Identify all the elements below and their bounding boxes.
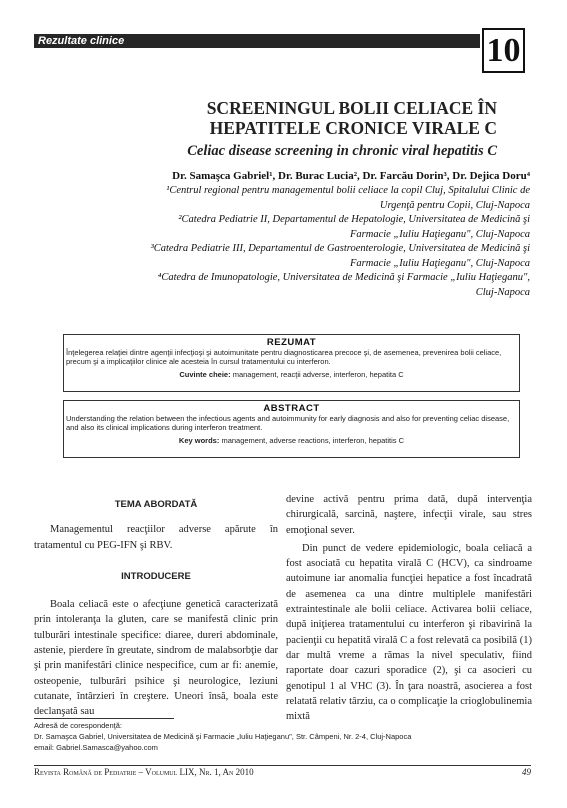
rezumat-keywords-label: Cuvinte cheie: [179, 370, 231, 380]
rezumat-keywords: management, reacţii adverse, interferon, hepatita C [232, 370, 404, 380]
left-column [34, 497, 278, 720]
correspondence-address: Dr. Samaşca Gabriel, Universitatea de Medicină şi Farmacie „Iuliu Haţieganu", Str. Câmpeni, Nr. 2-4, Cluj-Napoca [34, 732, 412, 741]
section-heading-introducere: INTRODUCERE [121, 570, 191, 582]
journal-citation: Revista Română de Pediatrie – Volumul LIX, Nr. 1, An 2010 [34, 767, 254, 777]
article-title-line2: HEPATITELE CRONICE VIRALE C [209, 118, 497, 138]
correspondence-divider [34, 718, 174, 719]
abstract-heading: ABSTRACT [263, 403, 320, 414]
affiliations [40, 184, 530, 300]
affiliation-line: ¹Centrul regional pentru managementul bolii celiace la copil Cluj, Spitalului Clinic de [166, 185, 530, 196]
abstract-keywords-label: Key words: [178, 436, 220, 446]
affiliation-line: ⁴Catedra de Imunopatologie, Universitatea de Medicină şi Farmacie „Iuliu Haţieganu", [157, 272, 530, 283]
correspondence-label: Adresă de corespondenţă: [34, 721, 122, 730]
footer-divider [34, 765, 531, 766]
rezumat-heading: REZUMAT [266, 337, 317, 348]
abstract-box [63, 400, 520, 458]
page-number: 49 [522, 767, 531, 777]
affiliation-line: Urgenţă pentru Copii, Cluj-Napoca [379, 199, 530, 211]
chapter-number-box: 10 [482, 28, 525, 73]
rezumat-box [63, 334, 520, 392]
affiliation-line: ³Catedra Pediatrie III, Departamentul de Gastroenterologie, Universitatea de Medicină şi [150, 243, 530, 254]
rezumat-text: Înţelegerea relaţiei dintre agenţii infecţioşi şi autoimunitate pentru diagnosticarea precoce şi, de asemenea, prevenirea bolii celiace, precum şi a implicaţiilor clinice ale acesteia în cursul tratamentului cu interferon. [66, 348, 502, 367]
author-list: Dr. Samaşca Gabriel¹, Dr. Burac Lucia², Dr. Farcău Dorin³, Dr. Dejica Doru⁴ [172, 170, 530, 182]
article-subtitle: Celiac disease screening in chronic viral hepatitis C [187, 143, 497, 159]
article-title-line1: SCREENINGUL BOLII CELIACE ÎN [206, 98, 497, 118]
right-column [286, 492, 532, 724]
abstract-keywords: management, adverse reactions, interferon, hepatitis C [221, 436, 405, 446]
affiliation-line: Cluj-Napoca [475, 286, 530, 298]
correspondence-email: email: Gabriel.Samasca@yahoo.com [34, 743, 158, 752]
section-heading-tema: TEMA ABORDATĂ [114, 499, 198, 510]
tema-paragraph: Managementul reacţiilor adverse apărute în tratamentul cu PEG-IFN şi RBV. [34, 524, 278, 551]
affiliation-line: Farmacie „Iuliu Haţieganu", Cluj-Napoca [350, 228, 530, 240]
abstract-text: Understanding the relation between the infectious agents and autoimmunity for early diagnosis and also for preventing celiac disease, and also its clinical implications during interferon treatment. [66, 414, 510, 433]
right-paragraph-2: Din punct de vedere epidemiologic, boala celiacă a fost asociată cu hepatita virală C (HCV), ca sindroame autoimune iar anomalia funcţiei hepatice a fost încadrată de asemenea ca una dintre multiplele manifestări extraintestinale ale bolii celiace. Activarea bolii celiace, după iniţierea tratamentului cu interferon şi ribavirină la pacienţii cu hepatită virală C a fost relevată ca posibilă (1) dar multă vreme a rămas la nivel speculativ, fiind raportate doar cazuri sporadice (2), şi ca asocieri cu genotipul 1 al VHC (3). În ţara noastră, asocierea a fost relatată relativ târziu, ca o complicaţie la crioglobulinemia mixtă [286, 542, 532, 723]
affiliation-line: Farmacie „Iuliu Haţieganu", Cluj-Napoca [350, 257, 530, 269]
introducere-paragraph: Boala celiacă este o afecţiune genetică caracterizată prin intoleranţa la gluten, care se manifestă clinic prin tulburări intestinale specifice: diaree, dureri abdominale, astenie, pierdere în greutate, sindrom de malabsorbţie dar şi prin manifestări clinice nespecifice, cum ar fi: anemie, osteopenie, tulburări psihice şi neurologice, leziuni cutanate, întârzieri în creştere. Uneori însă, boala este declanşată sau [34, 599, 278, 718]
affiliation-line: ²Catedra Pediatrie II, Departamentul de Hepatologie, Universitatea de Medicină şi [178, 214, 530, 225]
right-paragraph-1: devine activă pentru prima dată, după intervenţia chirurgicală, sarcină, naştere, infecţii virale, sau stres emoţional sever. [286, 494, 532, 536]
section-label: Rezultate clinice [38, 35, 125, 47]
abstract-keywords-line [64, 436, 519, 445]
rezumat-keywords-line [64, 370, 519, 379]
correspondence-block [34, 720, 411, 753]
